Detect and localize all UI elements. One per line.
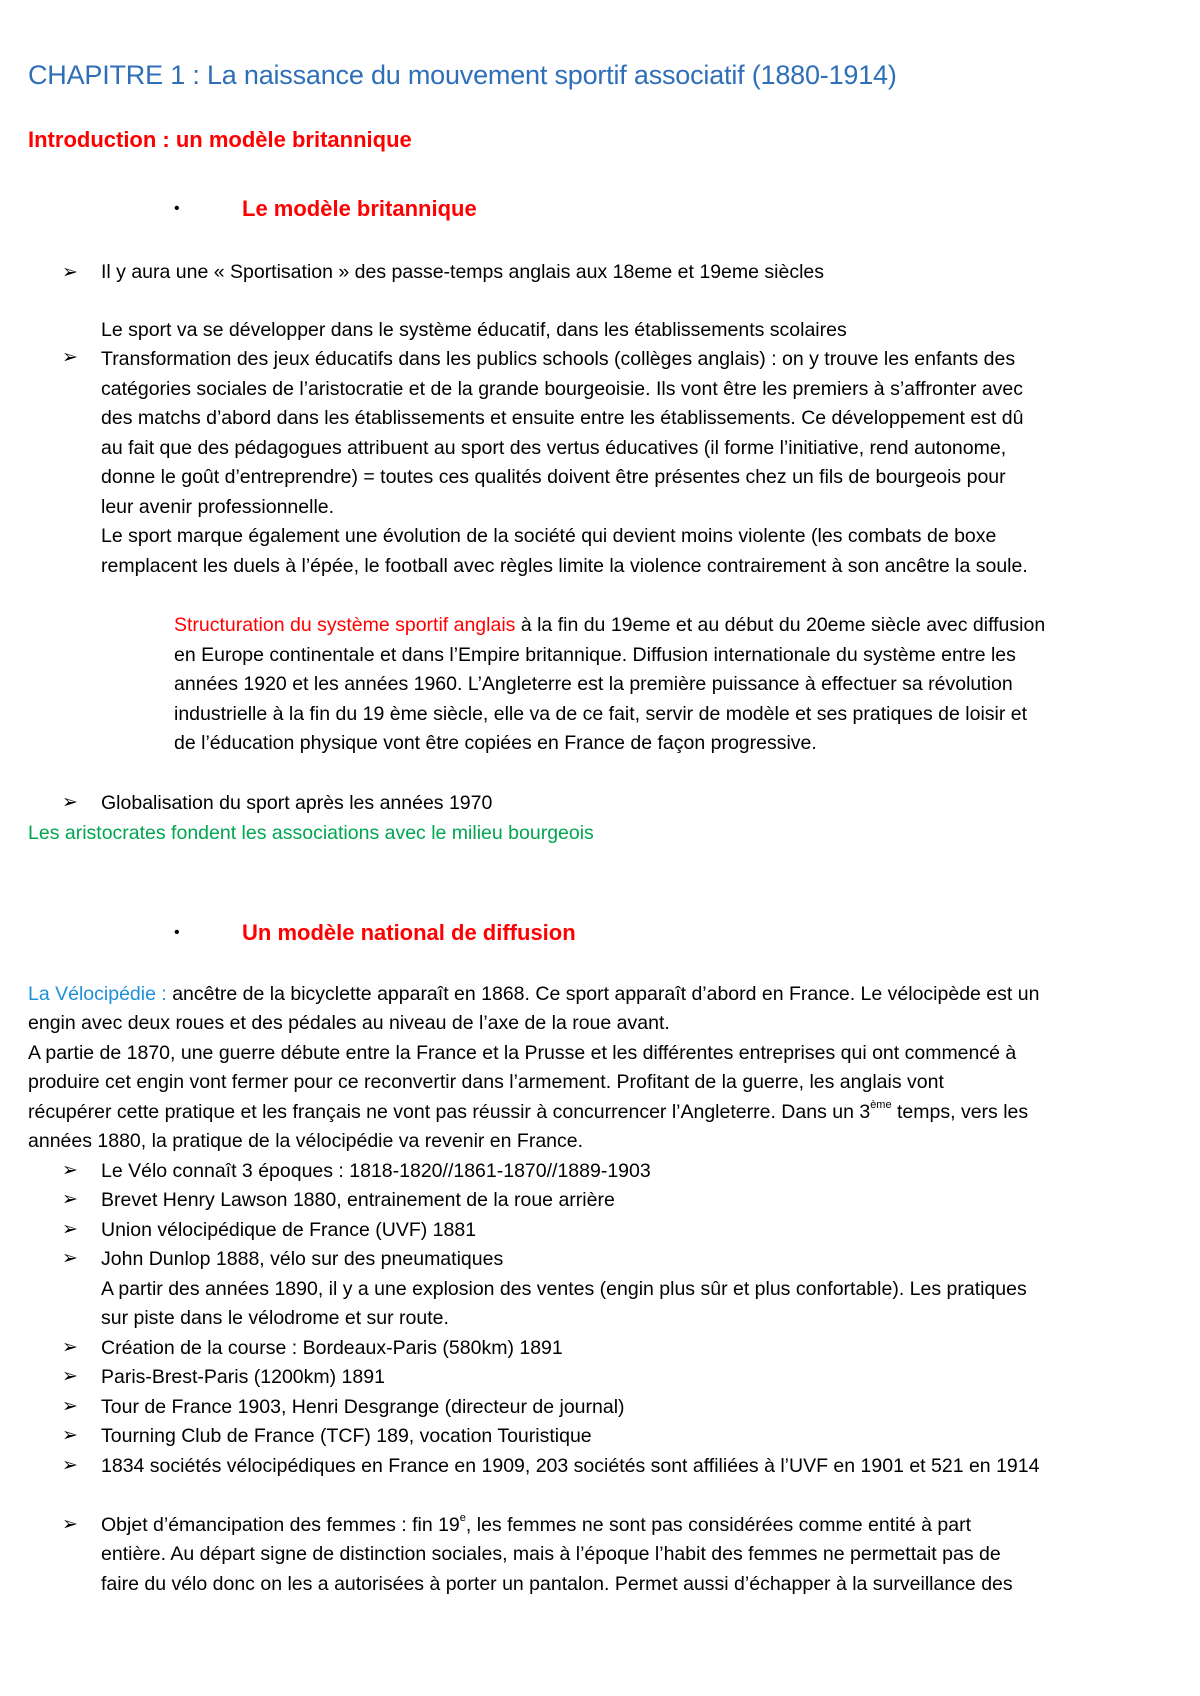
bullet-dot-icon: •	[174, 924, 180, 941]
section1-item2-line: Le sport marque également une évolution de la société qui devient moins violente (les combats de boxe	[101, 525, 997, 547]
section1-item2-line: Transformation des jeux éducatifs dans les publics schools (collèges anglais) : on y trouve les enfants des	[101, 348, 1016, 370]
arrow-bullet-icon: ➢	[62, 1337, 78, 1358]
section1-heading: Le modèle britannique	[242, 196, 477, 221]
list-item: Le Vélo connaît 3 époques : 1818-1820//1861-1870//1889-1903	[101, 1160, 651, 1182]
women-superscript: e	[459, 1512, 466, 1524]
arrow-bullet-icon: ➢	[62, 1219, 78, 1240]
list-item: Paris-Brest-Paris (1200km) 1891	[101, 1366, 385, 1388]
women-line: faire du vélo donc on les a autorisées à porter un pantalon. Permet aussi d’échapper à la surveillance des	[101, 1573, 1013, 1595]
women-line	[101, 1514, 971, 1537]
list-item: Union vélocipédique de France (UVF) 1881	[101, 1219, 477, 1241]
list-item: Création de la course : Bordeaux-Paris (580km) 1891	[101, 1337, 563, 1359]
arrow-bullet-icon: ➢	[62, 1425, 78, 1446]
arrow-bullet-icon: ➢	[62, 1248, 78, 1269]
list-item-continuation: A partir des années 1890, il y a une explosion des ventes (engin plus sûr et plus confortable). Les pratiques	[101, 1278, 1027, 1300]
velo-line	[28, 1101, 1028, 1124]
women-line-a: Objet d’émancipation des femmes : fin 19	[101, 1514, 460, 1536]
arrow-bullet-icon: ➢	[62, 347, 78, 368]
section1-item2-line: au fait que des pédagogues attribuent au sport des vertus éducatives (il forme l’initiative, rend autonome,	[101, 437, 1007, 459]
section1-item2-line: des matchs d’abord dans les établissements et ensuite entre les établissements. Ce développement est dû	[101, 407, 1024, 429]
velo-line: A partie de 1870, une guerre débute entre la France et la Prusse et les différentes entreprises qui ont commencé à	[28, 1042, 1017, 1064]
structuration-line	[174, 614, 1045, 637]
list-item: John Dunlop 1888, vélo sur des pneumatiques	[101, 1248, 504, 1270]
section2-heading: Un modèle national de diffusion	[242, 920, 576, 945]
velo-line: produire cet engin vont fermer pour ce reconvertir dans l’armement. Profitant de la guerre, les anglais vont	[28, 1071, 944, 1093]
arrow-bullet-icon: ➢	[62, 1189, 78, 1210]
section1-paragraph1: Le sport va se développer dans le système éducatif, dans les établissements scolaires	[101, 319, 847, 341]
section1-item3: Globalisation du sport après les années 1970	[101, 792, 493, 814]
velo-label: La Vélocipédie :	[28, 983, 167, 1005]
intro-heading: Introduction : un modèle britannique	[28, 127, 412, 152]
section1-item2-line: leur avenir professionnelle.	[101, 496, 335, 518]
arrow-bullet-icon: ➢	[62, 1455, 78, 1476]
structuration-line: en Europe continentale et dans l’Empire britannique. Diffusion internationale du système entre les	[174, 644, 1016, 666]
list-item-continuation: sur piste dans le vélodrome et sur route.	[101, 1307, 449, 1329]
list-item: Tourning Club de France (TCF) 189, vocation Touristique	[101, 1425, 592, 1447]
structuration-line: années 1920 et les années 1960. L’Angleterre est la première puissance à effectuer sa révolution	[174, 673, 1013, 695]
section1-item1: Il y aura une « Sportisation » des passe-temps anglais aux 18eme et 19eme siècles	[101, 261, 824, 283]
section1-item2-line: remplacent les duels à l’épée, le football avec règles limite la violence contrairement à son ancêtre la soule.	[101, 555, 1028, 577]
velo-line: années 1880, la pratique de la vélocipédie va revenir en France.	[28, 1130, 584, 1152]
structuration-highlight: Structuration du système sportif anglais	[174, 614, 516, 636]
women-line: entière. Au départ signe de distinction sociales, mais à l’époque l’habit des femmes ne permettait pas de	[101, 1543, 1001, 1565]
list-item: 1834 sociétés vélocipédiques en France en 1909, 203 sociétés sont affiliées à l’UVF en 1901 et 521 en 1914	[101, 1455, 1040, 1477]
arrow-bullet-icon: ➢	[62, 1514, 78, 1535]
arrow-bullet-icon: ➢	[62, 262, 78, 283]
list-item: Brevet Henry Lawson 1880, entrainement de la roue arrière	[101, 1189, 615, 1211]
section1-item2-line: donne le goût d’entreprendre) = toutes ces qualités doivent être présentes chez un fils de bourgeois pour	[101, 466, 1006, 488]
structuration-line: de l’éducation physique vont être copiées en France de façon progressive.	[174, 732, 817, 754]
velo-line: engin avec deux roues et des pédales au niveau de l’axe de la roue avant.	[28, 1012, 670, 1034]
arrow-bullet-icon: ➢	[62, 792, 78, 813]
arrow-bullet-icon: ➢	[62, 1396, 78, 1417]
list-item: Tour de France 1903, Henri Desgrange (directeur de journal)	[101, 1396, 625, 1418]
velo-line5-a: récupérer cette pratique et les français ne vont pas réussir à concurrencer l’Angleterre. Dans un 3	[28, 1101, 871, 1123]
women-line-b: , les femmes ne sont pas considérées comme entité à part	[465, 1514, 971, 1536]
arrow-bullet-icon: ➢	[62, 1366, 78, 1387]
velo-line5-b: temps, vers les	[891, 1101, 1029, 1123]
structuration-line: industrielle à la fin du 19 ème siècle, elle va de ce fait, servir de modèle et ses pratiques de loisir et	[174, 703, 1028, 725]
arrow-bullet-icon: ➢	[62, 1160, 78, 1181]
section1-item2-line: catégories sociales de l’aristocratie et de la grande bourgeoisie. Ils vont être les premiers à s’affronter avec	[101, 378, 1024, 400]
bullet-dot-icon: •	[174, 200, 180, 217]
velo-superscript: ème	[870, 1099, 892, 1111]
page-title: CHAPITRE 1 : La naissance du mouvement sportif associatif (1880-1914)	[28, 60, 897, 90]
green-note: Les aristocrates fondent les associations avec le milieu bourgeois	[28, 822, 594, 844]
velo-line	[28, 983, 1039, 1006]
structuration-rest: à la fin du 19eme et au début du 20eme siècle avec diffusion	[515, 614, 1046, 636]
velo-line1-rest: ancêtre de la bicyclette apparaît en 1868. Ce sport apparaît d’abord en France. Le vélocipède est un	[166, 983, 1040, 1005]
